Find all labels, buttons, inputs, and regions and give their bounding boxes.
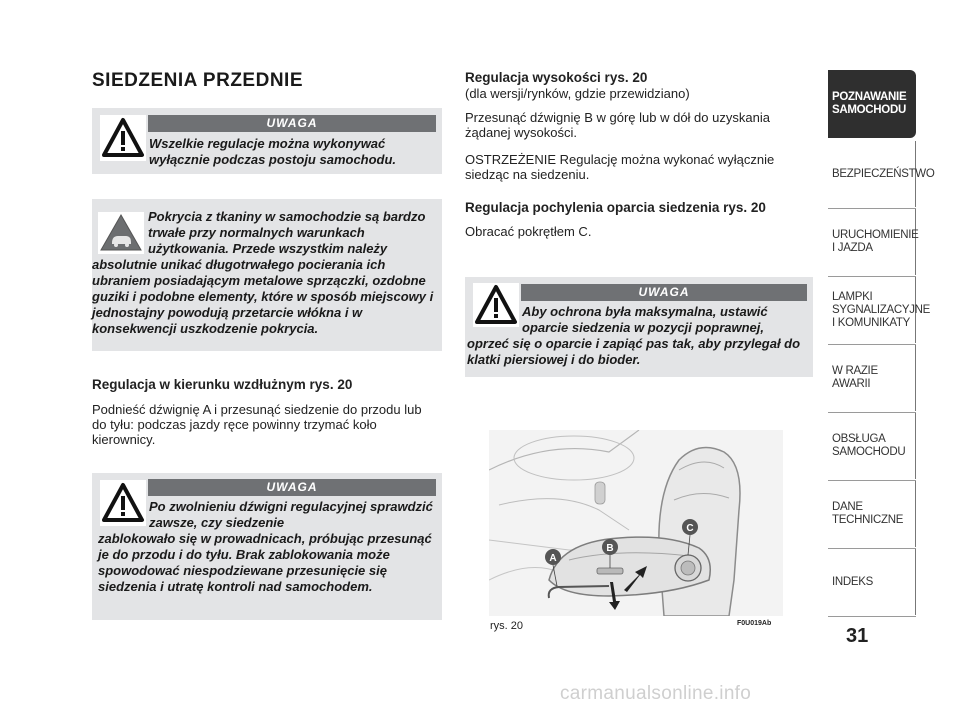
warning-box-2 [92, 473, 442, 620]
figure-seat-illustration [489, 430, 783, 616]
seat-illustration [489, 430, 783, 616]
longitudinal-heading: Regulacja w kierunku wzdłużnym rys. 20 [92, 377, 353, 392]
warning-triangle-icon [100, 480, 146, 526]
sidebar-tab-dane[interactable] [828, 481, 916, 547]
warning-box-1 [92, 108, 442, 174]
figure-code: F0U019Ab [737, 620, 772, 627]
sidebar-tab-label: POZNAWANIE SAMOCHODU [832, 91, 907, 116]
note-lead-text: Pokrycia z tkaniny w samochodzie są bardzo trwałe przy normalnych warunkach użytkowania. Przede wszystkim należy [148, 209, 426, 256]
height-heading: Regulacja wysokości rys. 20 [465, 70, 648, 85]
warning-text: Wszelkie regulacje można wykonywać wyłącznie podczas postoju samochodu. [149, 136, 397, 167]
note-box [92, 199, 442, 351]
figure-caption: rys. 20 [490, 620, 524, 632]
sidebar-tab-poznawanie[interactable] [828, 70, 916, 138]
watermark: carmanualsonline.info [560, 683, 752, 704]
sidebar-tab-label: W RAZIE AWARII [832, 365, 878, 390]
label-c: C [686, 523, 694, 534]
seat-care-icon [98, 212, 144, 254]
warning-triangle-icon [100, 115, 146, 161]
sidebar-tab-label: INDEKS [832, 575, 874, 588]
note-rest-text: absolutnie unikać długotrwałego pocierania ich ubraniem posiadającym metalowe sprzączki, ozdobne guziki i podobne elementy, które w sposób miejscowy i jednostajny powodują przetarcie włókna i w konsekwencji uszkodzenie pokrycia. [92, 257, 434, 336]
sidebar-tab-label: OBSŁUGA SAMOCHODU [832, 433, 906, 458]
recline-heading: Regulacja pochylenia oparcia siedzenia rys. 20 [465, 200, 766, 215]
warning-lead-text: Po zwolnieniu dźwigni regulacyjnej sprawdzić zawsze, czy siedzenie [149, 499, 433, 530]
sidebar-tab-obsluga[interactable] [828, 413, 916, 479]
warning-triangle-icon [473, 283, 519, 327]
page-number: 31 [846, 625, 869, 647]
sidebar-tab-uruchomienie[interactable] [828, 209, 919, 275]
sidebar-tab-lampki[interactable] [828, 277, 931, 343]
sidebar-tab-label: URUCHOMIENIE I JAZDA [832, 229, 919, 254]
warning-lead-text: Aby ochrona była maksymalna, ustawić oparcie siedzenia w pozycji poprawnej, [522, 304, 768, 335]
sidebar-divider [828, 616, 916, 617]
height-text: Przesunąć dźwignię B w górę lub w dół do uzyskania żądanej wysokości. [465, 110, 770, 140]
height-note: OSTRZEŻENIE Regulację można wykonać wyłącznie siedząc na siedzeniu. [465, 152, 775, 182]
recline-text: Obracać pokrętłem C. [465, 224, 592, 239]
sidebar-tab-bezpieczenstwo[interactable] [828, 141, 935, 207]
longitudinal-text: Podnieść dźwignię A i przesunąć siedzenie do przodu lub do tyłu: podczas jazdy ręce powinny trzymać koło kierownicy. [92, 402, 422, 447]
sidebar-tab-awarii[interactable] [828, 345, 916, 411]
height-subtext: (dla wersji/rynków, gdzie przewidziano) [465, 86, 690, 101]
sidebar-tab-label: BEZPIECZEŃSTWO [832, 167, 935, 180]
label-a: A [549, 553, 557, 564]
sidebar-tab-indeks[interactable] [828, 549, 916, 615]
warning-rest-text: oprzeć się o oparcie i zapiąć pas tak, aby przylegał do klatki piersiowej i do bioder. [467, 336, 801, 367]
warning-rest-text: zablokowało się w prowadnicach, próbując przesunąć je do przodu i do tyłu. Brak zablokowania może spowodować niespodziewane przesunięcie się siedzenia i utratę kontroli nad samochodem. [98, 531, 432, 594]
sidebar-tab-label: DANE TECHNICZNE [832, 501, 904, 526]
warning-header: UWAGA [521, 284, 807, 301]
warning-header: UWAGA [148, 479, 436, 496]
sidebar-tab-label: LAMPKI SYGNALIZACYJNE I KOMUNIKATY [832, 290, 931, 329]
warning-box-3 [465, 277, 813, 377]
section-title: SIEDZENIA PRZEDNIE [92, 70, 303, 91]
label-b: B [606, 543, 614, 554]
warning-header: UWAGA [148, 115, 436, 132]
